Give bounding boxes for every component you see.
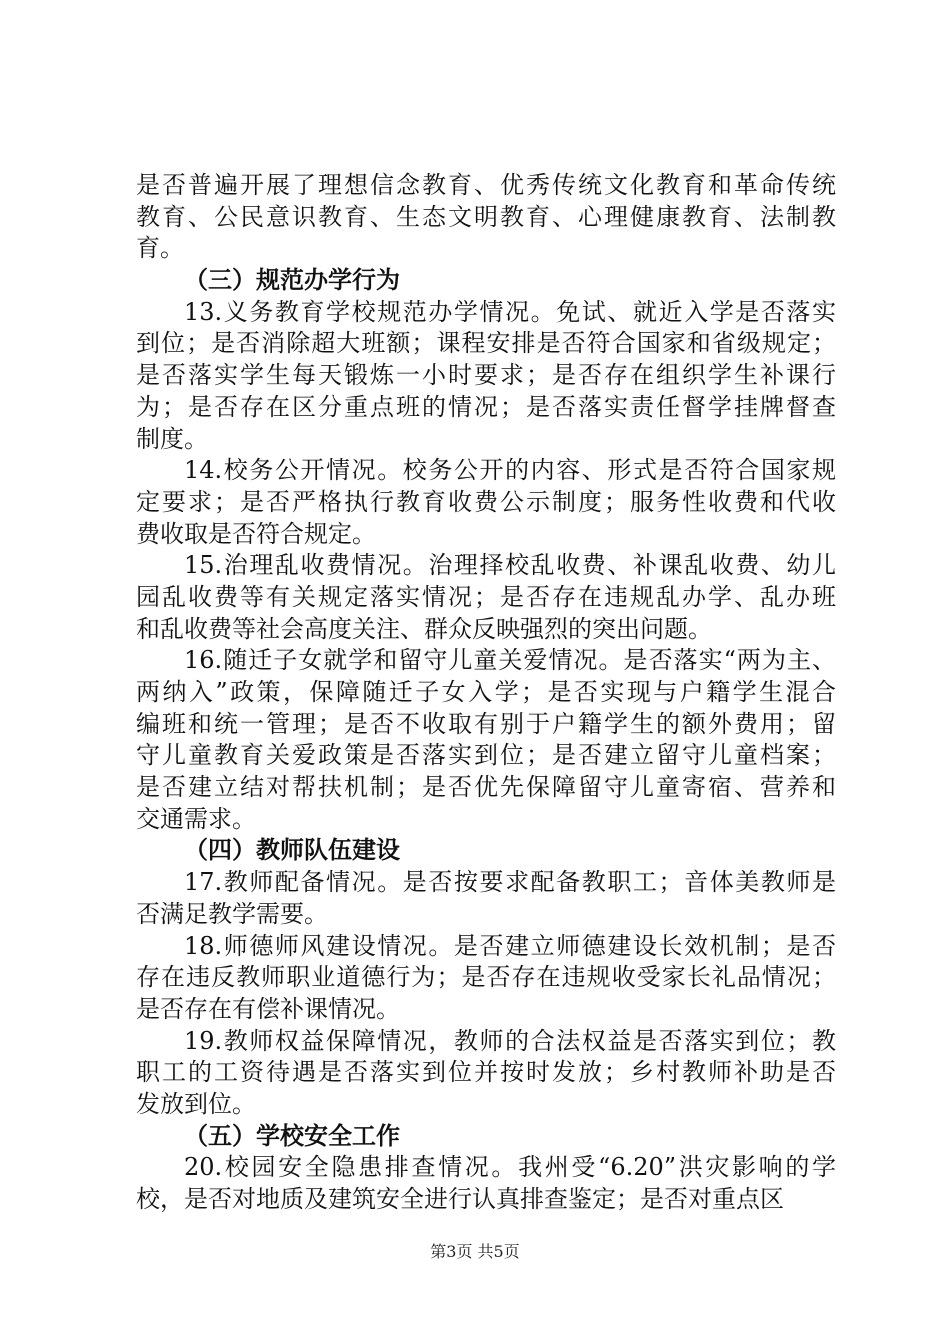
section-heading: [136, 1121, 836, 1153]
numbered-item: [136, 455, 836, 550]
numbered-item: [136, 550, 836, 645]
text-line: 发放到位。: [136, 1089, 256, 1118]
text-line: 育。: [136, 234, 184, 263]
paragraph: [136, 170, 836, 265]
document-body: [136, 170, 836, 1216]
text-line: 交通需求。: [136, 804, 256, 833]
text-line: 园乱收费等有关规定落实情况；是否存在违规乱办学、乱办班: [136, 582, 836, 611]
text-line: 守儿童教育关爱政策是否落实到位；是否建立留守儿童档案；: [136, 741, 836, 770]
numbered-item: [136, 1152, 836, 1215]
text-line: 否满足教学需要。: [136, 899, 328, 928]
text-line: 存在违反教师职业道德行为；是否存在违规收受家长礼品情况；: [136, 963, 836, 992]
text-line: 16.随迁子女就学和留守儿童关爱情况。是否落实“两为主、: [184, 646, 836, 675]
text-line: 教育、公民意识教育、生态文明教育、心理健康教育、法制教: [136, 202, 836, 231]
text-line: 为；是否存在区分重点班的情况；是否落实责任督学挂牌督查: [136, 392, 836, 421]
text-line: 两纳入”政策，保障随迁子女入学；是否实现与户籍学生混合: [136, 678, 836, 706]
heading-text: （三）规范办学行为: [184, 266, 400, 295]
numbered-item: [136, 297, 836, 455]
text-line: 20.校园安全隐患排查情况。我州受“6.20”洪灾影响的学: [184, 1153, 836, 1182]
text-line: 是否落实学生每天锻炼一小时要求；是否存在组织学生补课行: [136, 361, 836, 390]
text-line: 制度。: [136, 424, 208, 453]
text-line: 到位；是否消除超大班额；课程安排是否符合国家和省级规定；: [136, 329, 836, 358]
text-line: 17.教师配备情况。是否按要求配备教职工；音体美教师是: [184, 868, 836, 897]
text-line: 18.师德师风建设情况。是否建立师德建设长效机制；是否: [184, 931, 836, 960]
heading-text: （五）学校安全工作: [184, 1121, 400, 1150]
text-line: 职工的工资待遇是否落实到位并按时发放；乡村教师补助是否: [136, 1058, 836, 1087]
numbered-item: [136, 867, 836, 930]
page-footer: 第3页 共5页: [430, 1242, 520, 1261]
section-heading: [136, 265, 836, 297]
numbered-item: [136, 645, 836, 835]
text-line: 是否普遍开展了理想信念教育、优秀传统文化教育和革命传统: [136, 171, 836, 199]
heading-text: （四）教师队伍建设: [184, 836, 400, 865]
text-line: 编班和统一管理；是否不收取有别于户籍学生的额外费用；留: [136, 709, 836, 738]
section-heading: [136, 835, 836, 867]
text-line: 定要求；是否严格执行教育收费公示制度；服务性收费和代收: [136, 487, 836, 516]
text-line: 和乱收费等社会高度关注、群众反映强烈的突出问题。: [136, 614, 712, 643]
numbered-item: [136, 931, 836, 1026]
text-line: 是否建立结对帮扶机制；是否优先保障留守儿童寄宿、营养和: [136, 773, 836, 802]
numbered-item: [136, 1026, 836, 1121]
text-line: 费收取是否符合规定。: [136, 519, 376, 548]
text-line: 15.治理乱收费情况。治理择校乱收费、补课乱收费、幼儿: [184, 551, 836, 580]
text-line: 19.教师权益保障情况，教师的合法权益是否落实到位；教: [184, 1026, 836, 1055]
text-line: 校，是否对地质及建筑安全进行认真排查鉴定；是否对重点区: [136, 1185, 784, 1213]
text-line: 13.义务教育学校规范办学情况。免试、就近入学是否落实: [184, 297, 836, 326]
text-line: 14.校务公开情况。校务公开的内容、形式是否符合国家规: [184, 456, 836, 485]
text-line: 是否存在有偿补课情况。: [136, 994, 400, 1023]
